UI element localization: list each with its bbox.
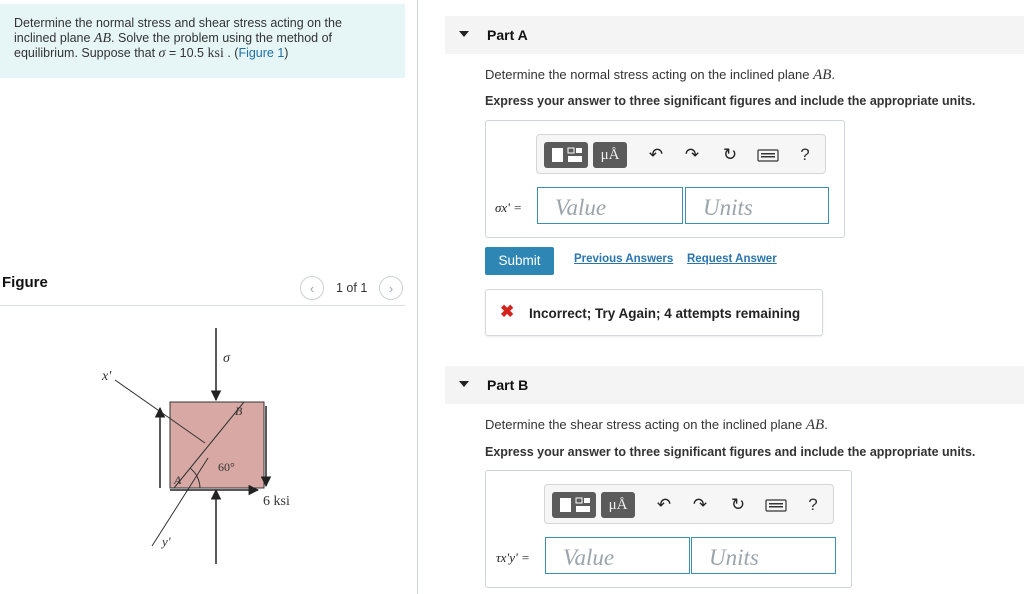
part-a-instruction: Express your answer to three significant figures and include the appropriate units. bbox=[485, 94, 976, 108]
undo-icon[interactable]: ↶ bbox=[648, 145, 664, 164]
part-b-value-input[interactable] bbox=[545, 537, 690, 574]
part-a-units-input[interactable] bbox=[685, 187, 829, 224]
problem-line-1: Determine the normal stress and shear stress acting on the bbox=[14, 16, 342, 30]
sigma-label: σ bbox=[223, 351, 230, 366]
previous-answers-link[interactable]: Previous Answers bbox=[574, 253, 674, 265]
tau-x-prime-y-prime-label: τx'y' = bbox=[496, 550, 530, 565]
sigma-x-prime-label: σx' = bbox=[495, 200, 522, 215]
help-icon[interactable]: ? bbox=[800, 145, 810, 164]
part-b-instruction: Express your answer to three significant figures and include the appropriate units. bbox=[485, 445, 976, 459]
chevron-left-icon: ‹ bbox=[300, 276, 324, 300]
part-a-answer-box bbox=[485, 120, 845, 238]
part-b-answer-box bbox=[485, 470, 852, 588]
part-b-header[interactable] bbox=[445, 366, 1024, 404]
part-b-units-input[interactable] bbox=[691, 537, 836, 574]
figure-link[interactable]: Figure 1 bbox=[238, 46, 285, 60]
part-b-toolbar bbox=[544, 484, 834, 524]
part-a-toolbar bbox=[536, 134, 826, 174]
angle-label: 60° bbox=[218, 460, 235, 474]
problem-line-2: inclined plane AB. Solve the problem using the method of bbox=[14, 31, 332, 46]
reset-icon[interactable]: ↻ bbox=[730, 495, 746, 514]
problem-statement bbox=[0, 4, 405, 78]
undo-icon[interactable]: ↶ bbox=[656, 495, 672, 514]
keyboard-icon[interactable] bbox=[765, 494, 787, 516]
redo-icon[interactable]: ↷ bbox=[684, 145, 700, 164]
submit-button[interactable]: Submit bbox=[485, 247, 554, 275]
part-a-value-input[interactable] bbox=[537, 187, 683, 224]
error-x-icon: ✖ bbox=[500, 302, 515, 321]
caret-down-icon bbox=[459, 381, 469, 387]
point-a-label: A bbox=[174, 473, 182, 487]
part-a-question: Determine the normal stress acting on the inclined plane AB. bbox=[485, 67, 836, 83]
part-b-question: Determine the shear stress acting on the inclined plane AB. bbox=[485, 417, 828, 433]
figure-counter: 1 of 1 bbox=[336, 281, 368, 295]
shear-value-label: 6 ksi bbox=[263, 494, 290, 509]
part-b-label: Part B bbox=[487, 377, 529, 393]
templates-icon[interactable] bbox=[544, 142, 588, 168]
figure-title: Figure bbox=[2, 274, 48, 291]
templates-icon[interactable] bbox=[552, 492, 596, 518]
x-prime-label: x' bbox=[102, 369, 112, 384]
keyboard-icon[interactable] bbox=[757, 144, 779, 166]
units-icon[interactable]: μÅ bbox=[601, 492, 635, 518]
y-prime-label: y' bbox=[162, 534, 171, 549]
figure-divider bbox=[0, 305, 405, 306]
pane-divider bbox=[417, 0, 418, 594]
problem-pane bbox=[0, 0, 418, 594]
feedback-text: Incorrect; Try Again; 4 attempts remaining bbox=[529, 306, 801, 321]
redo-icon[interactable]: ↷ bbox=[692, 495, 708, 514]
part-a-header[interactable] bbox=[445, 16, 1024, 54]
caret-down-icon bbox=[459, 31, 469, 37]
units-icon[interactable]: μÅ bbox=[593, 142, 627, 168]
request-answer-link[interactable]: Request Answer bbox=[687, 253, 777, 265]
reset-icon[interactable]: ↻ bbox=[722, 145, 738, 164]
part-a-label: Part A bbox=[487, 27, 528, 43]
point-b-label: B bbox=[235, 404, 243, 418]
figure-next-button[interactable] bbox=[379, 276, 403, 300]
stress-element-figure bbox=[90, 318, 320, 578]
chevron-right-icon: › bbox=[379, 276, 403, 300]
problem-line-3: equilibrium. Suppose that σ = 10.5 ksi . (Figure 1) bbox=[14, 46, 289, 61]
help-icon[interactable]: ? bbox=[808, 495, 818, 514]
figure-prev-button[interactable] bbox=[300, 276, 324, 300]
feedback-message bbox=[485, 289, 823, 336]
